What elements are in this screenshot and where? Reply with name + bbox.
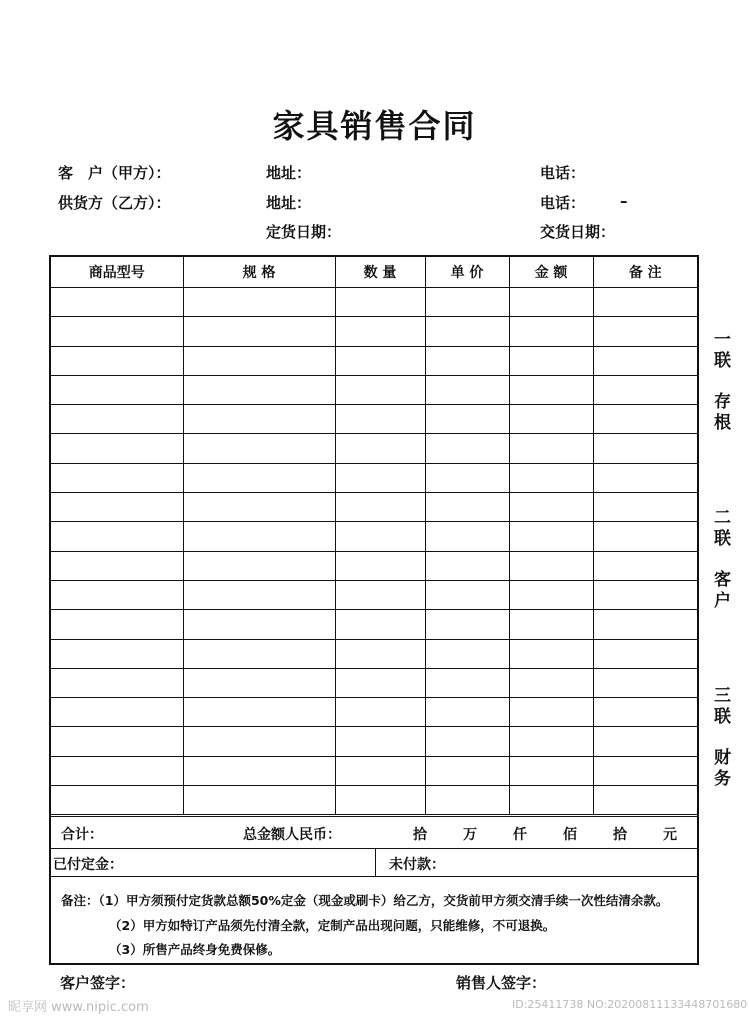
table-cell[interactable] [593,698,697,727]
table-cell[interactable] [593,405,697,434]
paid-deposit-label: 已付定金： [53,857,123,873]
table-row [51,668,697,697]
table-row [51,610,697,639]
supplier-label: 供货方（乙方）： [58,194,171,212]
watermark-id: ID:25411738 NO:20200811133448701680 [512,998,748,1011]
table-cell[interactable] [51,288,183,317]
table-cell[interactable] [335,756,425,785]
table-cell[interactable] [593,610,697,639]
table-row [51,580,697,609]
table-row [51,786,697,815]
unit-shi-wan: 拾 [413,827,427,843]
table-cell[interactable] [51,493,183,522]
table-cell[interactable] [51,639,183,668]
table-cell[interactable] [593,463,697,492]
total-label: 合计： [61,827,103,843]
delivery-date-label: 交货日期： [540,223,616,241]
table-row [51,346,697,375]
table-cell[interactable] [425,346,509,375]
table-cell[interactable] [593,727,697,756]
table-cell[interactable] [335,639,425,668]
table-cell[interactable] [509,668,593,697]
table-cell[interactable] [51,375,183,404]
table-cell[interactable] [51,405,183,434]
table-cell[interactable] [509,463,593,492]
table-cell[interactable] [425,463,509,492]
unit-wan: 万 [463,827,477,843]
table-cell[interactable] [509,698,593,727]
table-cell[interactable] [51,522,183,551]
table-cell[interactable] [509,551,593,580]
col-header-quantity: 数 量 [335,257,425,288]
supplier-phone-value: – [620,192,628,210]
table-cell[interactable] [335,375,425,404]
table-header-row [51,257,697,288]
table-row [51,375,697,404]
table-cell[interactable] [593,288,697,317]
table-cell[interactable] [335,288,425,317]
table-cell[interactable] [183,375,335,404]
table-cell[interactable] [335,405,425,434]
table-cell[interactable] [425,727,509,756]
table-cell[interactable] [425,551,509,580]
customer-phone-label: 电话： [540,164,586,182]
table-cell[interactable] [509,610,593,639]
table-cell[interactable] [51,580,183,609]
customer-address-label: 地址： [266,164,312,182]
table-cell[interactable] [509,639,593,668]
table-cell[interactable] [183,493,335,522]
table-cell[interactable] [509,375,593,404]
table-cell[interactable] [425,493,509,522]
table-row [51,288,697,317]
customer-signature-label: 客户签字： [60,974,136,992]
order-date-label: 定货日期： [266,223,342,241]
table-cell[interactable] [425,610,509,639]
table-cell[interactable] [509,522,593,551]
table-row [51,463,697,492]
watermark-logo: 昵享网 www.nipic.com [8,1000,149,1015]
table-cell[interactable] [335,317,425,346]
table-cell[interactable] [593,551,697,580]
table-cell[interactable] [335,698,425,727]
table-cell[interactable] [51,698,183,727]
side-label-copy2: 二联 [710,508,730,550]
table-row [51,405,697,434]
table-cell[interactable] [593,639,697,668]
table-cell[interactable] [51,317,183,346]
table-cell[interactable] [593,346,697,375]
col-header-model: 商品型号 [51,257,183,288]
table-row [51,522,697,551]
table-cell[interactable] [183,786,335,815]
col-header-spec: 规 格 [183,257,335,288]
table-cell[interactable] [593,668,697,697]
table-cell[interactable] [183,288,335,317]
table-cell[interactable] [509,786,593,815]
table-cell[interactable] [425,756,509,785]
table-cell[interactable] [425,580,509,609]
table-cell[interactable] [425,698,509,727]
table-cell[interactable] [335,580,425,609]
total-row [51,816,697,849]
table-cell[interactable] [509,288,593,317]
unpaid-label: 未付款： [389,857,445,873]
seller-signature-label: 销售人签字： [456,974,547,992]
unit-bai: 佰 [563,827,577,843]
table-row [51,639,697,668]
table-cell[interactable] [335,727,425,756]
table-cell[interactable] [593,756,697,785]
items-table [51,257,697,815]
table-cell[interactable] [183,580,335,609]
table-cell[interactable] [51,434,183,463]
table-cell[interactable] [509,405,593,434]
table-cell[interactable] [335,610,425,639]
table-cell[interactable] [593,522,697,551]
table-cell[interactable] [509,493,593,522]
table-cell[interactable] [593,580,697,609]
table-cell[interactable] [183,405,335,434]
note-line-1: 备注：（1）甲方须预付定货款总额50%定金（现金或刷卡）给乙方，交货前甲方须交清手续一次性结清余款。 [61,893,669,908]
side-label-finance: 财务 [710,748,730,790]
table-cell[interactable] [593,493,697,522]
rmb-total-label: 总金额人民币： [243,827,341,843]
table-cell[interactable] [593,434,697,463]
table-cell[interactable] [183,668,335,697]
table-cell[interactable] [335,346,425,375]
notes-section [51,876,697,966]
payment-divider [375,849,376,877]
table-cell[interactable] [509,580,593,609]
table-cell[interactable] [183,522,335,551]
table-cell[interactable] [425,522,509,551]
table-row [51,551,697,580]
table-cell[interactable] [509,317,593,346]
col-header-remark: 备 注 [593,257,697,288]
side-label-copy3: 三联 [710,686,730,728]
table-cell[interactable] [425,288,509,317]
table-cell[interactable] [183,610,335,639]
table-cell[interactable] [425,405,509,434]
table-cell[interactable] [51,786,183,815]
table-cell[interactable] [183,639,335,668]
table-cell[interactable] [183,756,335,785]
table-cell[interactable] [51,727,183,756]
supplier-address-label: 地址： [266,194,312,212]
table-cell[interactable] [425,375,509,404]
table-cell[interactable] [51,551,183,580]
table-cell[interactable] [425,317,509,346]
unit-shi: 拾 [613,827,627,843]
table-cell[interactable] [335,493,425,522]
table-cell[interactable] [51,346,183,375]
table-cell[interactable] [425,668,509,697]
contract-grid [49,255,699,965]
table-row [51,493,697,522]
table-cell[interactable] [183,551,335,580]
table-cell[interactable] [509,434,593,463]
table-cell[interactable] [335,463,425,492]
table-cell[interactable] [509,756,593,785]
table-cell[interactable] [183,698,335,727]
table-cell[interactable] [51,463,183,492]
table-cell[interactable] [335,522,425,551]
table-cell[interactable] [425,786,509,815]
col-header-unit-price: 单 价 [425,257,509,288]
table-row [51,756,697,785]
table-row [51,727,697,756]
table-cell[interactable] [509,346,593,375]
payment-row [51,848,697,877]
table-cell[interactable] [335,434,425,463]
table-cell[interactable] [335,786,425,815]
supplier-phone-label: 电话： [540,194,586,212]
side-label-copy1: 一联 [710,330,730,372]
table-cell[interactable] [183,434,335,463]
table-cell[interactable] [593,317,697,346]
table-cell[interactable] [51,610,183,639]
table-cell[interactable] [183,317,335,346]
table-cell[interactable] [183,346,335,375]
table-cell[interactable] [51,756,183,785]
table-row [51,434,697,463]
table-cell[interactable] [425,434,509,463]
table-cell[interactable] [183,463,335,492]
contract-title: 家具销售合同 [272,107,477,145]
table-cell[interactable] [335,551,425,580]
side-label-stub: 存根 [710,392,730,434]
table-cell[interactable] [51,668,183,697]
table-cell[interactable] [509,727,593,756]
table-row [51,317,697,346]
table-cell[interactable] [183,727,335,756]
customer-label: 客 户（甲方）： [58,164,171,182]
unit-qian: 仟 [513,827,527,843]
unit-yuan: 元 [663,827,677,843]
table-cell[interactable] [593,786,697,815]
note-line-3: （3）所售产品终身免费保修。 [109,942,281,957]
col-header-amount: 金 额 [509,257,593,288]
note-line-2: （2）甲方如特订产品须先付清全款，定制产品出现问题，只能维修，不可退换。 [109,918,556,933]
side-label-customer: 客户 [710,570,730,612]
items-body [51,288,697,815]
table-cell[interactable] [593,375,697,404]
table-cell[interactable] [425,639,509,668]
table-cell[interactable] [335,668,425,697]
table-row [51,698,697,727]
